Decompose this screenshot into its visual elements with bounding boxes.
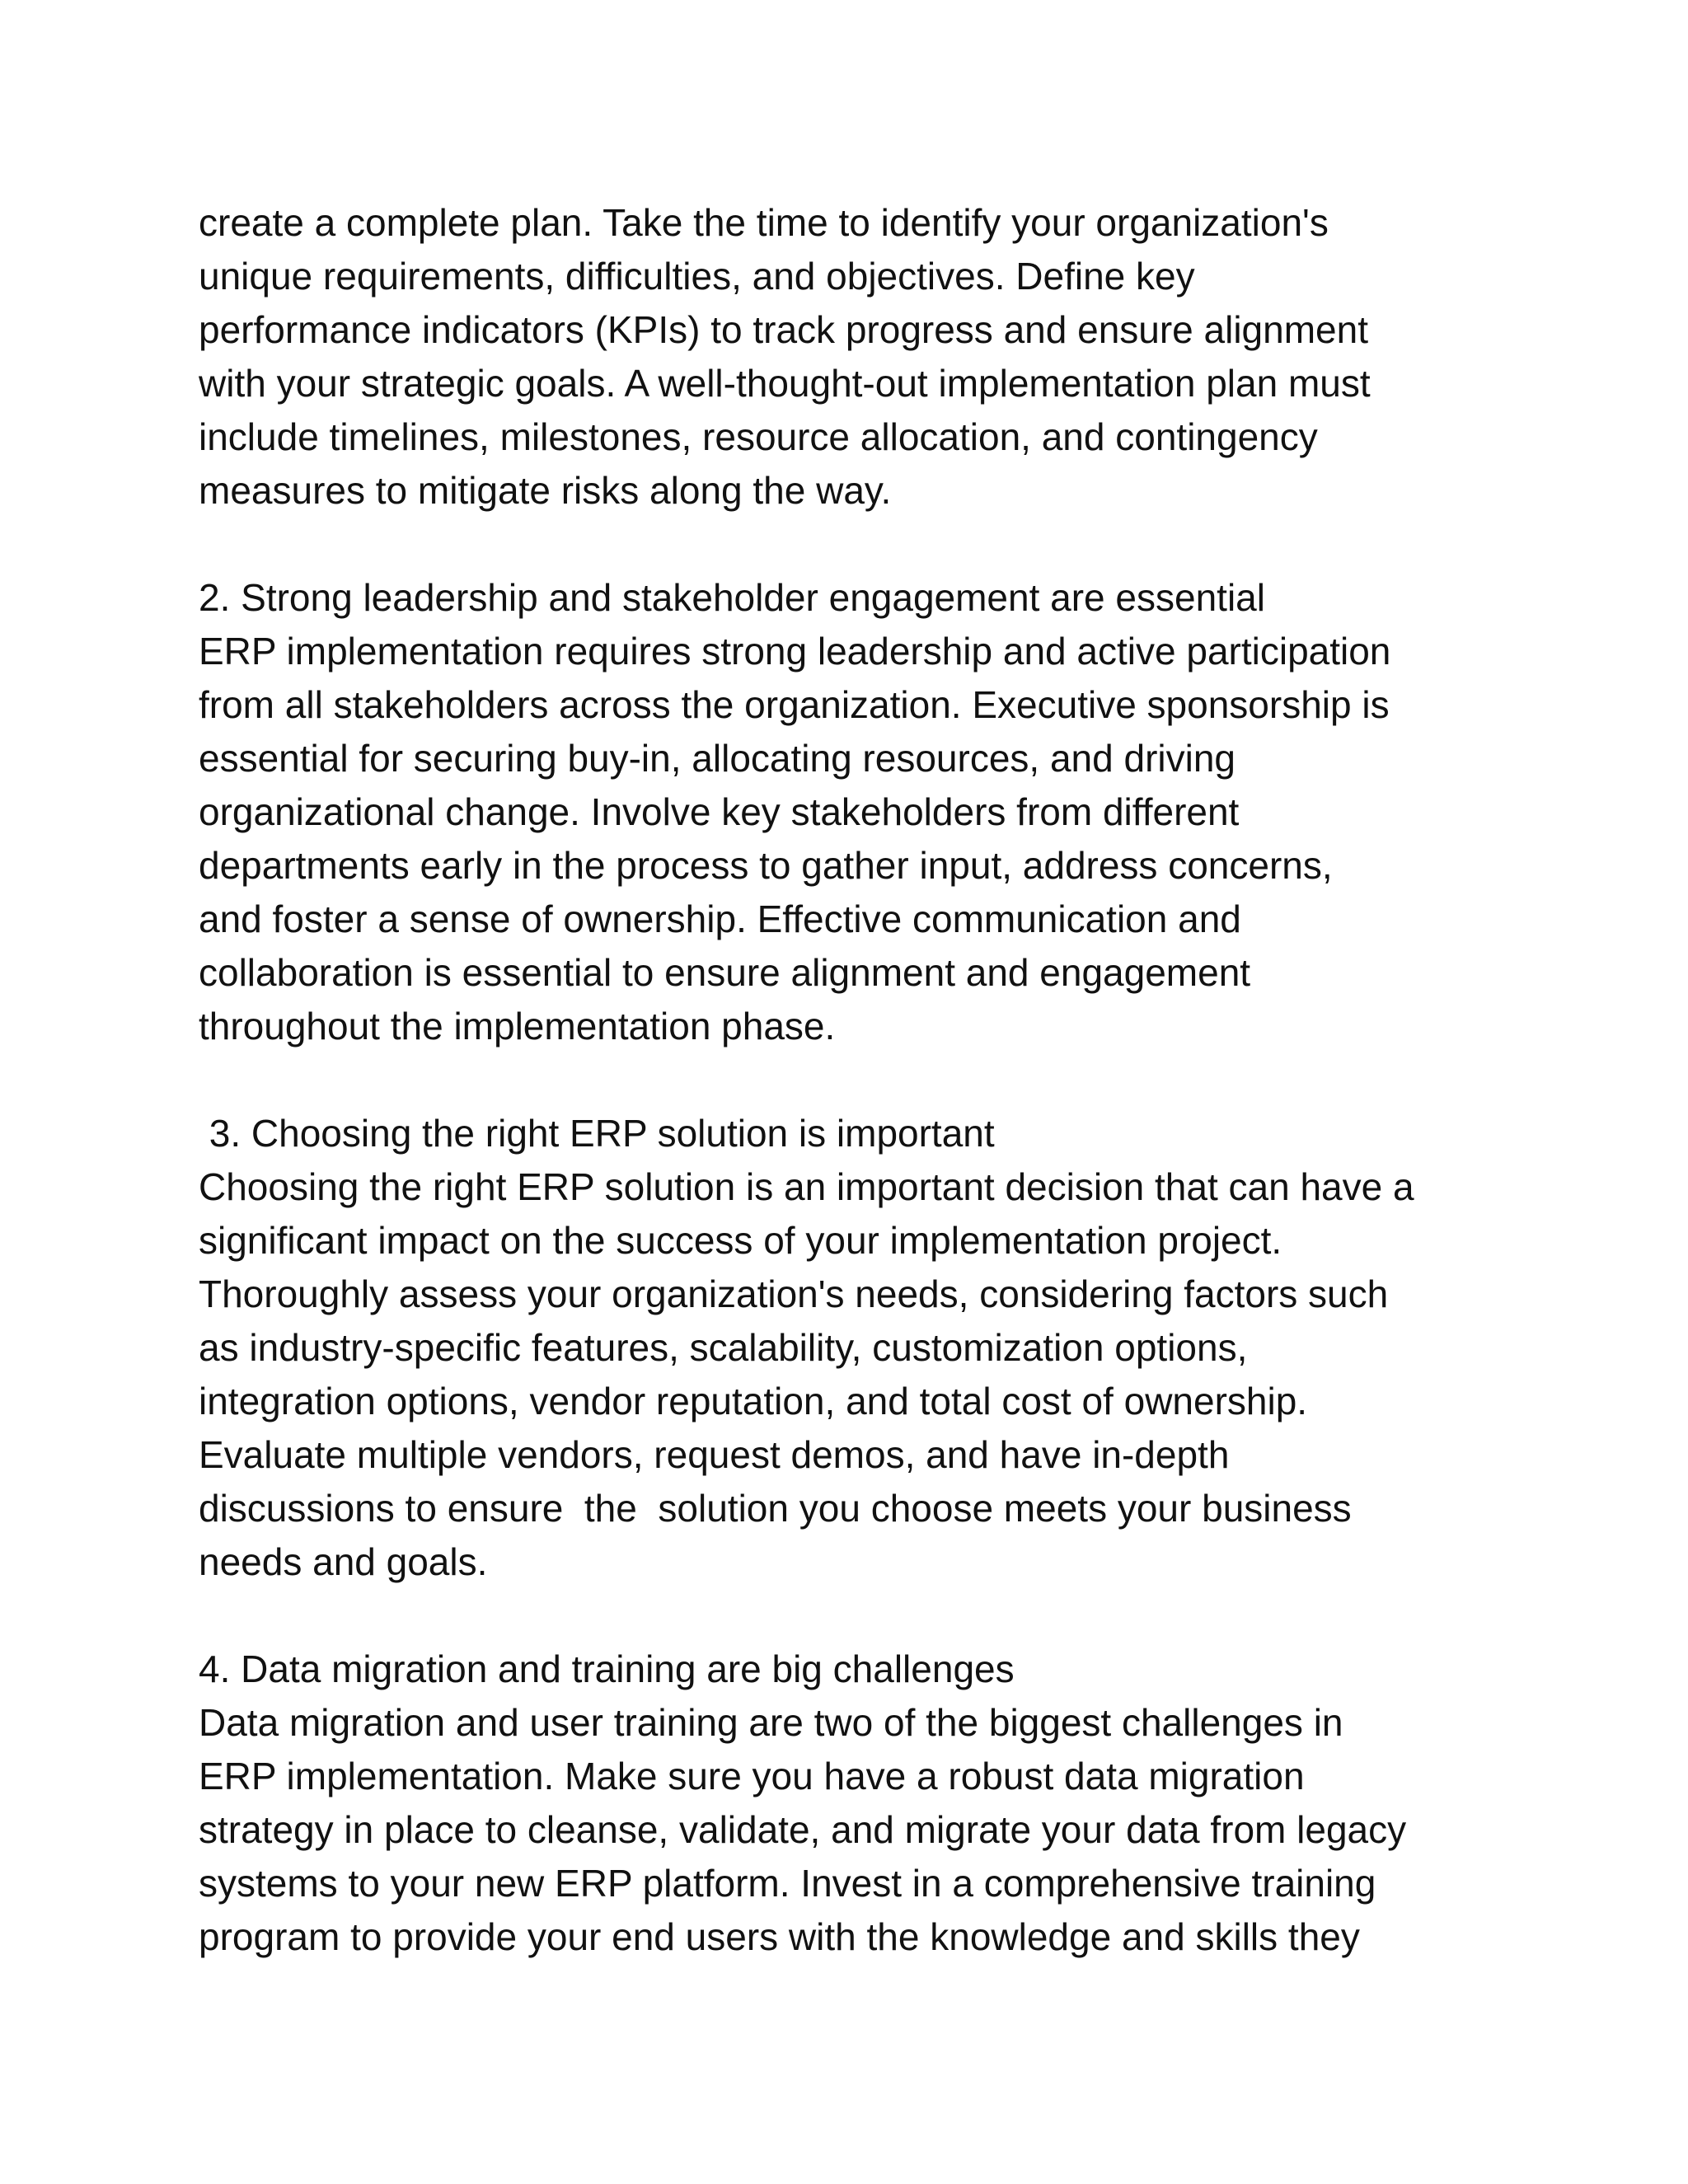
section-line: discussions to ensure the solution you choose meets your business <box>199 1487 1352 1530</box>
section-line: needs and goals. <box>199 1540 488 1583</box>
intro-paragraph <box>199 196 1517 518</box>
intro-line: performance indicators (KPIs) to track progress and ensure alignment <box>199 308 1368 351</box>
section-heading: 3. Choosing the right ERP solution is important <box>199 1112 995 1155</box>
section-line: as industry-specific features, scalability, customization options, <box>199 1326 1248 1369</box>
section-heading: 2. Strong leadership and stakeholder engagement are essential <box>199 576 1265 619</box>
section-leadership <box>199 571 1517 1053</box>
section-heading: 4. Data migration and training are big challenges <box>199 1647 1015 1690</box>
section-line: collaboration is essential to ensure alignment and engagement <box>199 951 1251 994</box>
section-line: essential for securing buy-in, allocating resources, and driving <box>199 737 1236 780</box>
section-line: Data migration and user training are two of the biggest challenges in <box>199 1701 1343 1744</box>
section-line: program to provide your end users with the knowledge and skills they <box>199 1915 1360 1958</box>
section-line: Evaluate multiple vendors, request demos, and have in-depth <box>199 1433 1230 1476</box>
intro-line: create a complete plan. Take the time to identify your organization's <box>199 201 1329 244</box>
section-line: significant impact on the success of your implementation project. <box>199 1219 1282 1262</box>
intro-line: include timelines, milestones, resource allocation, and contingency <box>199 415 1318 458</box>
section-line: systems to your new ERP platform. Invest in a comprehensive training <box>199 1862 1376 1905</box>
section-data-migration <box>199 1643 1517 1964</box>
section-line: departments early in the process to gather input, address concerns, <box>199 844 1333 887</box>
section-line: from all stakeholders across the organization. Executive sponsorship is <box>199 683 1390 726</box>
section-line: integration options, vendor reputation, and total cost of ownership. <box>199 1380 1308 1422</box>
intro-line: with your strategic goals. A well-thought-out implementation plan must <box>199 362 1371 405</box>
intro-line: unique requirements, difficulties, and objectives. Define key <box>199 255 1195 298</box>
intro-line: measures to mitigate risks along the way. <box>199 469 892 512</box>
section-line: ERP implementation requires strong leadership and active participation <box>199 630 1391 673</box>
section-line: and foster a sense of ownership. Effective communication and <box>199 898 1241 940</box>
section-line: ERP implementation. Make sure you have a robust data migration <box>199 1755 1305 1797</box>
section-erp-solution <box>199 1107 1517 1589</box>
section-line: organizational change. Involve key stakeholders from different <box>199 790 1240 833</box>
section-line: throughout the implementation phase. <box>199 1005 836 1047</box>
section-line: Thoroughly assess your organization's needs, considering factors such <box>199 1272 1389 1315</box>
section-line: Choosing the right ERP solution is an important decision that can have a <box>199 1165 1414 1208</box>
section-line: strategy in place to cleanse, validate, and migrate your data from legacy <box>199 1808 1407 1851</box>
document-body <box>199 196 1517 1964</box>
